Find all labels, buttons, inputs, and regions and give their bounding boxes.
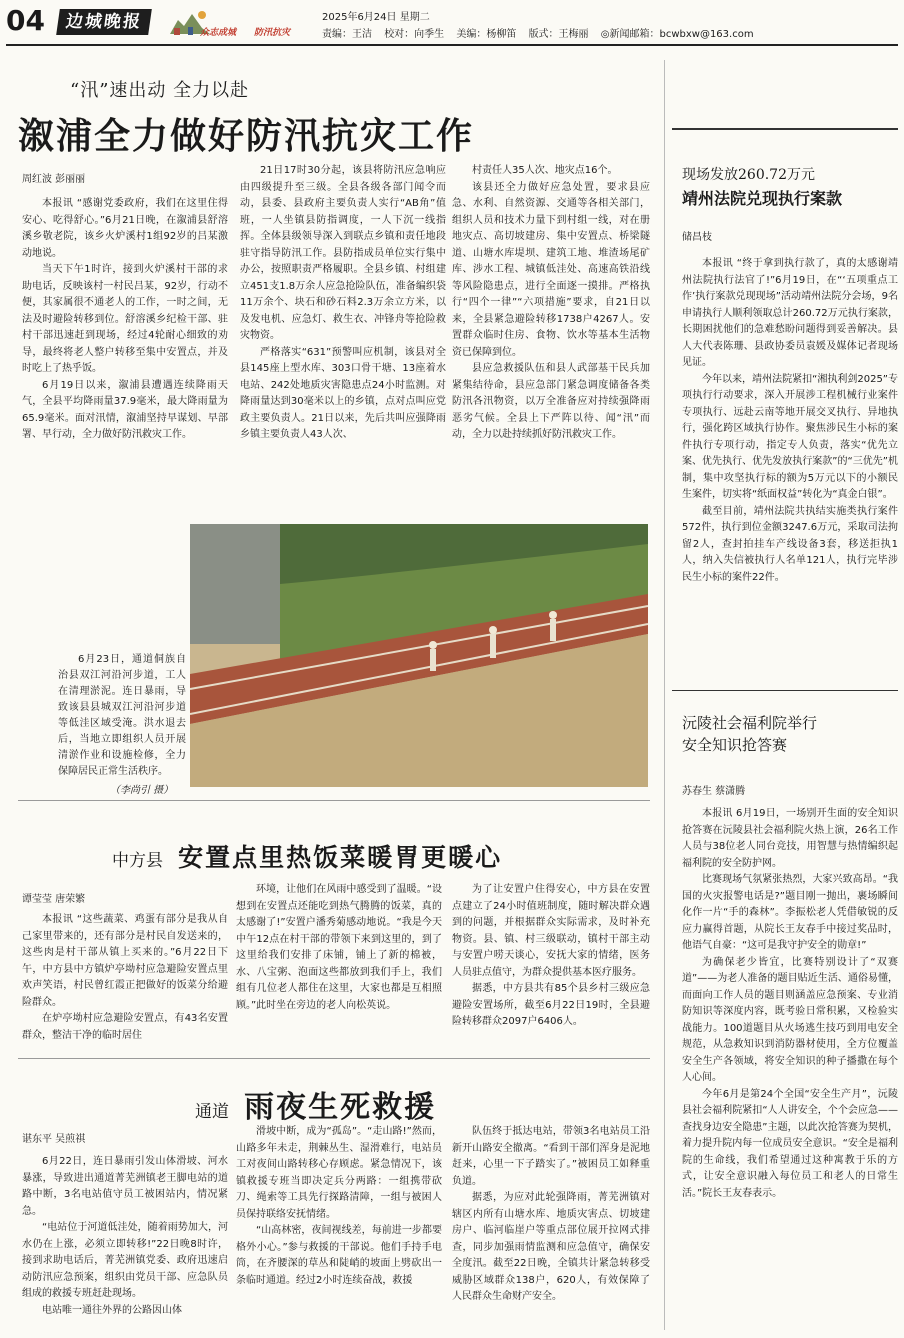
sidebar-divider (664, 60, 665, 1330)
section-banner (168, 8, 310, 38)
side2-para: 今年6月是第24个全国“安全生产月”，沅陵县社会福利院紧扣“人人讲安全，个个会应急——查找身边安全隐患”主题，以此次抢答赛为契机，着力提升院内每一位成员安全意识。“安全是福利院的生命线，我们希望通过这种寓教于乐的方式，让安全意识融入每位员工和老人的日常生活。”院长王友春表示。 (682, 1088, 898, 1199)
side2-headline-line2: 安全知识抢答赛 (682, 736, 788, 754)
story2-column-3 (452, 882, 650, 1052)
staff-layout: 版式：王梅丽 (528, 29, 589, 40)
side2-byline: 苏春生 蔡潇腾 (682, 786, 746, 797)
side1-para: 今年以来，靖州法院紧扣“湘执利剑2025”专项执行行动要求，深入开展涉工程机械行业案件专项执行、远赴云南等地开展交叉执行、异地执行，强化跨区域执行协作。聚焦涉民生小标的案件执行专项行动，指定专人负责，落实“优先立案、优先执行、优先发放执行案款”的“三优先”机制，集中攻坚执行标的额为5万元以下的小额民生案件，切实将“纸面权益”转化为“真金白银”。 (682, 373, 898, 500)
lead-column-1 (22, 196, 228, 506)
side2-body (682, 806, 898, 1334)
story2-headline: 安置点里热饭菜暖胃更暖心 (178, 843, 503, 872)
lead-col1-para: 6月19日以来，溆浦县遭遇连续降雨天气，全县平均降雨量37.9毫米，最大降雨量为65.9毫米。面对汛情，溆浦坚持早谋划、早部署、早行动，全力做好防汛救灾工作。 (22, 379, 228, 440)
story2-col1-para: 在炉亭坳村应急避险安置点，有43名安置群众，整洁干净的临时居住 (22, 1013, 228, 1041)
banner-left-text: 众志成城 (200, 28, 237, 38)
issue-date: 2025年6月24日 星期二 (322, 12, 430, 23)
lead-col3-para: 县应急救援队伍和县人武部基干民兵加紧集结待命，县应急部门紧急调度储备各类防汛各汛物资，以万全准备应对持续强降雨恶劣气候。全县上下严阵以待、闻“汛”而动，全力以赴持续抓好防汛救灾工作。 (452, 363, 650, 440)
paper-logo: 边城晚报 (56, 9, 152, 35)
lead-col2-para: 严格落实“631”预警叫应机制，该县对全县145座上型水库、303口骨干塘、13座着水电站、242处地质灾害隐患点24小时监测。对降雨量达到30毫米以上的乡镇，点对点叫应党政主要负责人。21日以来，先后共叫应强降雨乡镇主要负责人43人次、 (240, 346, 446, 440)
staff-editor: 责编：王洁 (322, 29, 372, 40)
banner-right-text: 防汛抗灾 (254, 28, 291, 38)
story3-col3-para: 据悉，为应对此轮强降雨，菁芜洲镇对辖区内所有山塘水库、地质灾害点、切坡建房户、临河临崖户等重点部位展开拉网式排查，同步加强雨情监测和应急值守，确保安全度汛。截至22日晚，全镇共计紧急转移受威胁区域群众138户，620人，有效保障了人民群众生命财产安全。 (452, 1192, 650, 1302)
story2-location: 中方县 (112, 851, 163, 871)
staff-credits (322, 25, 763, 40)
lead-col1-para: 本报讯 “感谢党委政府，我们在这里住得安心、吃得舒心。”6月21日晚，在溆浦县舒溶溪乡敬老院，该乡火炉溪村1组92岁的吕某激动地说。 (22, 198, 228, 259)
story2-column-2 (236, 882, 442, 1052)
side2-para: 比赛现场气氛紧张热烈，大家兴致高昂。“我国的火灾报警电话是?”题目刚一抛出，裹场瞬间化作一片“手的森林”。李振松老人凭借敏锐的反应力赢得首题，从院长王友春手中接过奖品时，他语气自豪：“这可是我守护安全的勋章!” (682, 874, 898, 951)
story2-col2-para: 环境，让他们在风雨中感受到了温暖。“设想到在安置点还能吃到热气腾腾的饭菜，真的太感谢了!”安置户潘秀菊感动地说。“我是今天中午12点在村干部的带领下来到这里的，到了这里给我们安排了床铺，铺上了新的棉被，水、八宝粥、泡面这些都放到我们手上，我们组有几位老人都住在这里，大家也都是互相照顾。”此时坐在旁边的老人向松英说。 (236, 884, 442, 1011)
lead-col3-para: 该县还全力做好应急处置，要求县应急、水利、自然资源、交通等各相关部门，组织人员和技术力量下到村组一线，对在册地灾点、高切坡建房、集中安置点、桥梁隧道、山塘水库堤坝、建筑工地、堆渣场尾矿库、涉水工程、城镇低洼处、高速高铁沿线等风险隐患点，进行全面逐一摸排。严格执行“四个一律”“六项措施”要求，自21日以来，全县紧急避险转移1738户4267人。安置群众临时住房、食物、饮水等基本生活物资已保障到位。 (452, 181, 650, 358)
story3-column-1 (22, 1154, 228, 1334)
story3-col1-para: “电站位于河道低洼处，随着雨势加大，河水仍在上涨，必须立即转移!”22日晚8时许，接到求助电话后，菁芜洲镇党委、政府迅速启动防汛应急预案，组织由党员干部、应急队员组成的救援专班赶赴现场。 (22, 1222, 228, 1299)
story3-byline: 谌东平 吴煎祺 (22, 1134, 86, 1145)
story3-headline: 雨夜生死救援 (244, 1090, 437, 1125)
side2-para: 为确保老少皆宜，比赛特别设计了“双赛道”——为老人准备的题目贴近生活、通俗易懂，而面向工作人员的题目则涵盖应急预案、专业消防知识等深度内容，既考验日常积累，又检验实战能力。100道题目从火场逃生技巧到用电安全规范，从急救知识到消防器材使用，全方位覆盖安全生产各领域，将安全知识的种子播撒在每个人心间。 (682, 956, 898, 1083)
lead-col3-para: 村责任人35人次、地灾点16个。 (472, 165, 618, 176)
section-rule (18, 1058, 650, 1059)
staff-art-editor: 美编：杨柳笛 (456, 29, 517, 40)
story3-col1-para: 6月22日，连日暴雨引发山体滑坡、河水暴涨，导致进出通道菁芜洲镇老王脚电站的道路中断，3名电站值守员工被困站内，情况紧急。 (22, 1156, 228, 1217)
story2-head (112, 838, 502, 874)
masthead-rule (6, 44, 898, 46)
side2-para: 本报讯 6月19日，一场别开生面的安全知识抢答赛在沅陵县社会福利院火热上演，26名工作人员与38位老人同台竞技，用智慧与热情编织起福利院的安全防护网。 (682, 808, 898, 869)
lead-kicker: “汛”速出动 全力以赴 (70, 80, 250, 101)
staff-email: ◎新闻邮箱：bcwbxw@163.com (600, 29, 754, 40)
side1-kicker: 现场发放260.72万元 (682, 167, 815, 183)
side1-para: 截至目前，靖州法院共执结实施类执行案件572件，执行到位金额3247.6万元，采取司法拘留2人，查封拍挂车产线设备3套，移送拒执1人，纳入失信被执行人名单121人，执行完毕涉民生小标的案件22件。 (682, 505, 898, 583)
flood-cleanup-photo (190, 524, 648, 787)
story3-col2-para: 滑坡中断，成为“孤岛”。“走山路!”然而，山路多年未走，荆棘丛生、湿滑难行，电站员工对夜间山路转移心存顾虑。紧急情况下，该镇救援专班当即决定兵分两路：一组携带砍刀、绳索等工具先行探路清障，一组与被困人员保持联络安抚情绪。 (236, 1126, 442, 1220)
lead-headline: 溆浦全力做好防汛抗灾工作 (18, 115, 475, 157)
story3-column-3 (452, 1124, 650, 1334)
staff-proofreader: 校对：向季生 (384, 29, 445, 40)
story3-col2-para: “山高林密，夜间视线差，每前进一步都要格外小心。”参与救援的干部说。他们手持手电筒，在齐腰深的草丛和陡峭的坡面上劈砍出一条临时通道。经过2小时连续奋战，救援 (236, 1225, 442, 1286)
side1-body (682, 256, 898, 672)
story2-col3-para: 据悉，中方县共有85个县乡村三级应急避险安置场所，截至6月22日19时，全县避险转移群众2097户6406人。 (452, 983, 650, 1027)
story2-col1-para: 本报讯 “这些蔬菜、鸡蛋有部分是我从自己家里带来的，还有部分是村民自发送来的，这些肉是村干部从镇上买来的。”6月22日下午，中方县中方镇炉亭坳村应急避险安置点里欢声笑语，村民曾红霞正把做好的饭菜分给避险群众。 (22, 914, 228, 1008)
lead-col2-para: 21日17时30分起，该县将防汛应急响应由四级提升至三级。全县各级各部门闻令而动，县委、县政府主要负责人实行“AB角”值班，一人坐镇县防指调度，一人下沉一线指挥。全体县级领导深入到联点乡镇和责任地段驻守指导防汛工作。县防指成员单位实行集中办公，按照职责严格履职。全县乡镇、村组建立451支1.8万余人应急抢险队伍，准备编织袋11万余个、块石和砂石料2.3万余立方米，以及发电机、应急灯、救生衣、冲锋舟等抢险救灾物资。 (240, 165, 446, 341)
photo-credit: （李尚引 摄） (110, 785, 174, 796)
side1-byline: 储昌枝 (682, 232, 712, 243)
lead-column-2 (240, 163, 446, 508)
page-number: 04 (6, 4, 45, 37)
story3-col3-para: 队伍终于抵达电站，带领3名电站员工沿新开山路安全撤离。“看到干部们浑身是泥地赶来，心里一下子踏实了。”被困员工如释重负道。 (452, 1126, 650, 1187)
story3-location: 通道 (195, 1102, 229, 1122)
side2-headline (682, 712, 817, 756)
lead-column-3 (452, 163, 650, 508)
story3-column-2 (236, 1124, 442, 1334)
side1-para: 本报讯 “终于拿到执行款了，真的太感谢靖州法院执行法官了!”6月19日，在“‘五项重点工作’执行案款兑现现场”活动靖州法院分会场，9名申请执行人顺利领取总计260.72万元执行案款，长期困扰他们的急难愁盼问题得到妥善解决。县人大代表陈珊、县政协委员袁媛及媒体记者现场见证。 (682, 258, 898, 368)
story3-col1-para: 电站唯一通往外界的公路因山体 (42, 1304, 182, 1316)
side2-top-rule (672, 690, 898, 691)
story2-col3-para: 为了让安置户住得安心，中方县在安置点建立了24小时值班制度，随时解决群众遇到的问题，并根据群众实际需求，及时补充物资。县、镇、村三级联动，镇村干部主动与安置户唠天谈心，安抚大家的情绪，医务人员驻点值守，为群众提供基本医疗服务。 (452, 884, 650, 978)
section-rule (18, 800, 650, 801)
masthead (0, 0, 904, 44)
side2-headline-line1: 沅陵社会福利院举行 (682, 714, 818, 732)
photo-caption: 6月23日，通道侗族自治县双江河沿河步道，工人在清理淤泥。连日暴雨，导致该县县城双江河沿河步道等低洼区域受淹。洪水退去后，当地立即组织人员开展清淤作业和设施检修，全力保障居民正常生活秩序。 (58, 654, 186, 777)
story2-column-1 (22, 912, 228, 1052)
lead-byline: 周红波 彭丽丽 (22, 174, 86, 185)
story2-byline: 谭莹莹 唐荣繁 (22, 894, 86, 905)
story3-head (195, 1082, 436, 1126)
side1-headline: 靖州法院兑现执行案款 (682, 189, 843, 208)
lead-col1-para: 当天下午1时许，接到火炉溪村干部的求助电话，反映该村一村民吕某，92岁，行动不便，其家属很不通老人的工作，一时之间，无法及时避险转移到位。舒溶溪乡纪检干部、驻村干部迅速赶到现场，经过4轮耐心细致的劝导，最终将老人整户转移至集中安置点，并及时吃上了热乎饭。 (22, 264, 228, 374)
side1-top-rule (672, 128, 898, 130)
